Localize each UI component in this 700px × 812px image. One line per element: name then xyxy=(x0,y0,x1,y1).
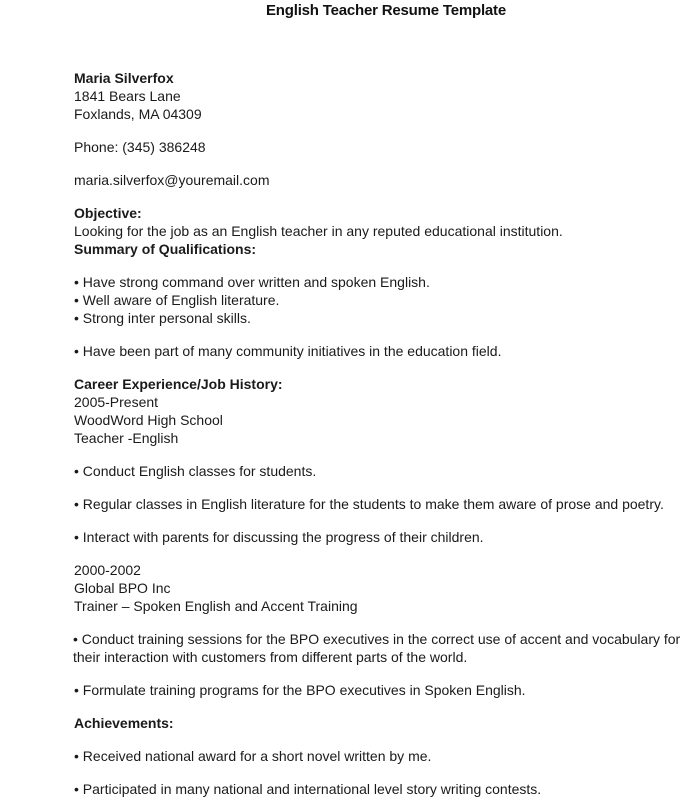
job-bullet: • Regular classes in English literature for the students to make them aware of prose and poetry. xyxy=(74,496,664,512)
job-bullet: • Conduct training sessions for the BPO executives in the correct use of accent and vocabulary for their interaction with customers from different parts of the world. xyxy=(73,631,681,665)
achievement-item: • Received national award for a short novel written by me. xyxy=(74,748,432,764)
job-dates: 2000-2002 xyxy=(74,562,141,578)
job-role: Teacher -English xyxy=(74,430,179,446)
qualification-item: • Have strong command over written and spoken English. xyxy=(74,274,430,290)
objective-text: Looking for the job as an English teacher in any reputed educational institution. xyxy=(74,223,563,239)
qualification-item: • Well aware of English literature. xyxy=(74,292,280,308)
job-company: Global BPO Inc xyxy=(74,580,171,596)
job-bullet: • Interact with parents for discussing the progress of their children. xyxy=(74,529,484,545)
qualification-extra: • Have been part of many community initiatives in the education field. xyxy=(74,343,502,359)
career-heading: Career Experience/Job History: xyxy=(74,376,283,392)
phone-number: Phone: (345) 386248 xyxy=(74,139,206,155)
candidate-name: Maria Silverfox xyxy=(74,70,174,86)
achievements-heading: Achievements: xyxy=(74,715,174,731)
resume-content xyxy=(74,69,689,798)
achievement-item: • Participated in many national and international level story writing contests. xyxy=(74,781,542,797)
job-dates: 2005-Present xyxy=(74,394,159,410)
document-title: English Teacher Resume Template xyxy=(266,2,506,19)
job-company: WoodWord High School xyxy=(74,412,223,428)
qualification-item: • Strong inter personal skills. xyxy=(74,310,251,326)
qualifications-heading: Summary of Qualifications: xyxy=(74,241,257,257)
address-line-1: 1841 Bears Lane xyxy=(74,88,181,104)
address-line-2: Foxlands, MA 04309 xyxy=(74,106,202,122)
email-address: maria.silverfox@youremail.com xyxy=(74,172,270,188)
job-bullet: • Formulate training programs for the BPO executives in Spoken English. xyxy=(74,682,526,698)
objective-heading: Objective: xyxy=(74,205,142,221)
job-role: Trainer – Spoken English and Accent Training xyxy=(74,598,358,614)
job-bullet: • Conduct English classes for students. xyxy=(74,463,317,479)
